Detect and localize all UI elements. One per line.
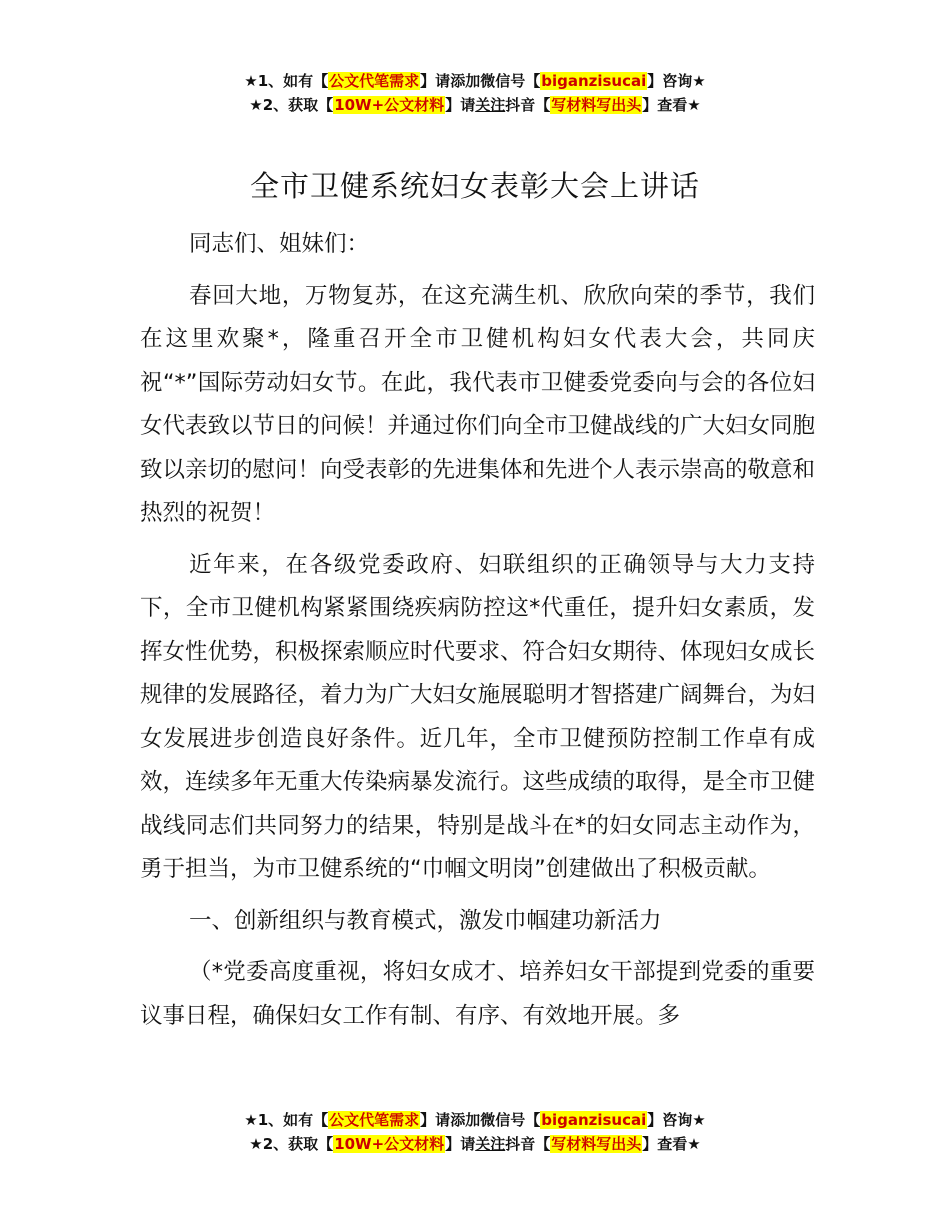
- promo-highlight: 公文代笔需求: [329, 72, 420, 90]
- promo-wechat-id: biganzisucai: [541, 72, 647, 90]
- promo-highlight: 10W+公文材料: [334, 1135, 445, 1153]
- promo-highlight: 公文代笔需求: [329, 1111, 420, 1129]
- promo-douyin-id: 写材料写出头: [551, 96, 642, 114]
- promo-line-1: ★1、如有【公文代笔需求】请添加微信号【biganzisucai】咨询★: [244, 1111, 706, 1129]
- section-heading: 一、创新组织与教育模式，激发巾帼建功新活力: [189, 907, 662, 934]
- promo-wechat-id: biganzisucai: [541, 1111, 647, 1129]
- body-paragraph: 近年来，在各级党委政府、妇联组织的正确领导与大力支持下，全市卫健机构紧紧围绕疾病防控这*代重任，提升妇女素质，发挥女性优势，积极探索顺应时代要求、符合妇女期待、体现妇女成长规律的发展路径，着力为广大妇女施展聪明才智搭建广阔舞台，为妇女发展进步创造良好条件。近几年，全市卫健预防控制工作卓有成效，连续多年无重大传染病暴发流行。这些成绩的取得，是全市卫健战线同志们共同努力的结果，特别是战斗在*的妇女同志主动作为，勇于担当，为市卫健系统的“巾帼文明岗”创建做出了积极贡献。: [140, 551, 816, 882]
- header-promo-banner: [0, 69, 950, 117]
- document-title: 全市卫健系统妇女表彰大会上讲话: [249, 169, 700, 203]
- promo-highlight: 10W+公文材料: [334, 96, 445, 114]
- promo-line-2: ★2、获取【10W+公文材料】请关注抖音【写材料写出头】查看★: [249, 1135, 701, 1153]
- promo-line-2: ★2、获取【10W+公文材料】请关注抖音【写材料写出头】查看★: [249, 96, 701, 114]
- salutation: 同志们、姐妹们：: [189, 231, 370, 257]
- footer-promo-banner: [0, 1108, 950, 1156]
- body-paragraph: 春回大地，万物复苏，在这充满生机、欣欣向荣的季节，我们在这里欢聚*，隆重召开全市卫健机构妇女代表大会，共同庆祝“*”国际劳动妇女节。在此，我代表市卫健委党委向与会的各位妇女代表致以节日的问候！并通过你们向全市卫健战线的广大妇女同胞致以亲切的慰问！向受表彰的先进集体和先进个人表示崇高的敬意和热烈的祝贺！: [140, 282, 816, 526]
- promo-douyin-id: 写材料写出头: [551, 1135, 642, 1153]
- document-body: [140, 223, 815, 1038]
- body-paragraph: （*党委高度重视，将妇女成才、培养妇女干部提到党委的重要议事日程，确保妇女工作有制、有序、有效地开展。多: [140, 959, 815, 1029]
- promo-line-1: ★1、如有【公文代笔需求】请添加微信号【biganzisucai】咨询★: [244, 72, 706, 90]
